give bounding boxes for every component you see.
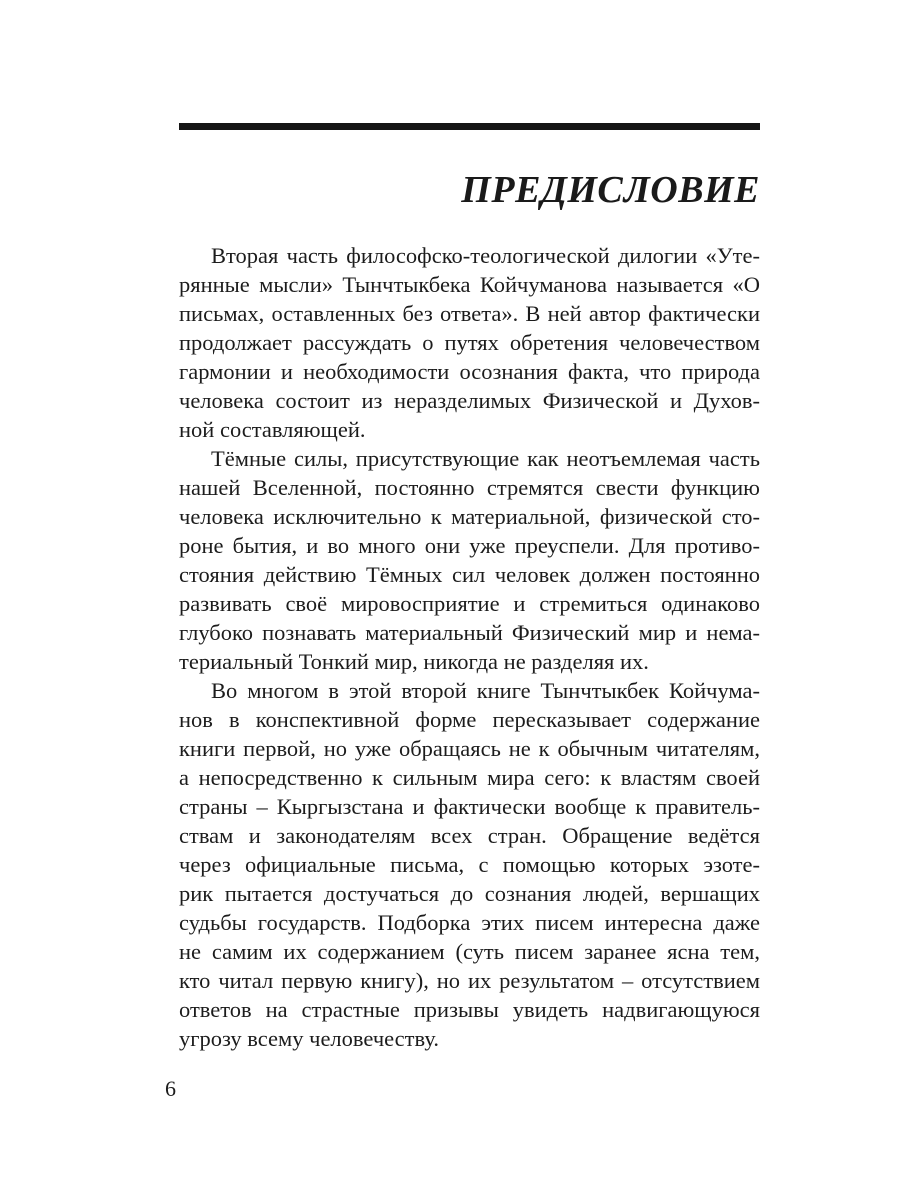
text-line: страны – Кыргызстана и фактически вообще к правитель- [179, 794, 760, 819]
text-line: рянные мысли» Тынчтыкбека Койчуманова называется «О [179, 272, 760, 297]
text-line: ствам и законодателям всех стран. Обращение ведётся [179, 823, 760, 848]
paragraph-1 [179, 241, 760, 444]
chapter-title: ПРЕДИСЛОВИЕ [461, 169, 760, 211]
text-line: книги первой, но уже обращаясь не к обычным читателям, [179, 736, 760, 761]
text-line: стояния действию Тёмных сил человек должен постоянно [179, 562, 760, 587]
body-text [179, 241, 760, 1053]
text-line: нашей Вселенной, постоянно стремятся свести функцию [179, 475, 760, 500]
text-line: роне бытия, и во много они уже преуспели. Для противо- [179, 533, 760, 558]
text-line: а непосредственно к сильным мира сего: к властям своей [179, 765, 760, 790]
paragraph-2 [179, 444, 760, 676]
text-line: человека исключительно к материальной, физической сто- [179, 504, 760, 529]
text-line: рик пытается достучаться до сознания людей, вершащих [179, 881, 760, 906]
text-line: нов в конспективной форме пересказывает содержание [179, 707, 760, 732]
text-line: человека состоит из неразделимых Физической и Духов- [179, 388, 760, 413]
text-line: угрозу всему человечеству. [179, 1026, 439, 1051]
text-line: кто читал первую книгу), но их результатом – отсутствием [179, 968, 760, 993]
text-line: Вторая часть философско-теологической дилогии «Уте- [211, 243, 760, 268]
paragraph-3 [179, 676, 760, 1053]
text-line: не самим их содержанием (суть писем заранее ясна тем, [179, 939, 760, 964]
text-line: териальный Тонкий мир, никогда не разделяя их. [179, 649, 649, 674]
text-line: Во многом в этой второй книге Тынчтыкбек Койчума- [211, 678, 760, 703]
text-line: Тёмные силы, присутствующие как неотъемлемая часть [211, 446, 760, 471]
text-line: судьбы государств. Подборка этих писем интересна даже [179, 910, 760, 935]
text-line: ответов на страстные призывы увидеть надвигающуюся [179, 997, 760, 1022]
text-line: письмах, оставленных без ответа». В ней автор фактически [179, 301, 760, 326]
text-line: гармонии и необходимости осознания факта, что природа [179, 359, 760, 384]
chapter-top-rule [179, 123, 760, 130]
text-line: глубоко познавать материальный Физический мир и нема- [179, 620, 760, 645]
text-line: через официальные письма, с помощью которых эзоте- [179, 852, 760, 877]
text-line: развивать своё мировосприятие и стремиться одинаково [179, 591, 760, 616]
text-line: ной составляющей. [179, 417, 366, 442]
page-number: 6 [165, 1076, 176, 1101]
text-line: продолжает рассуждать о путях обретения человечеством [179, 330, 760, 355]
